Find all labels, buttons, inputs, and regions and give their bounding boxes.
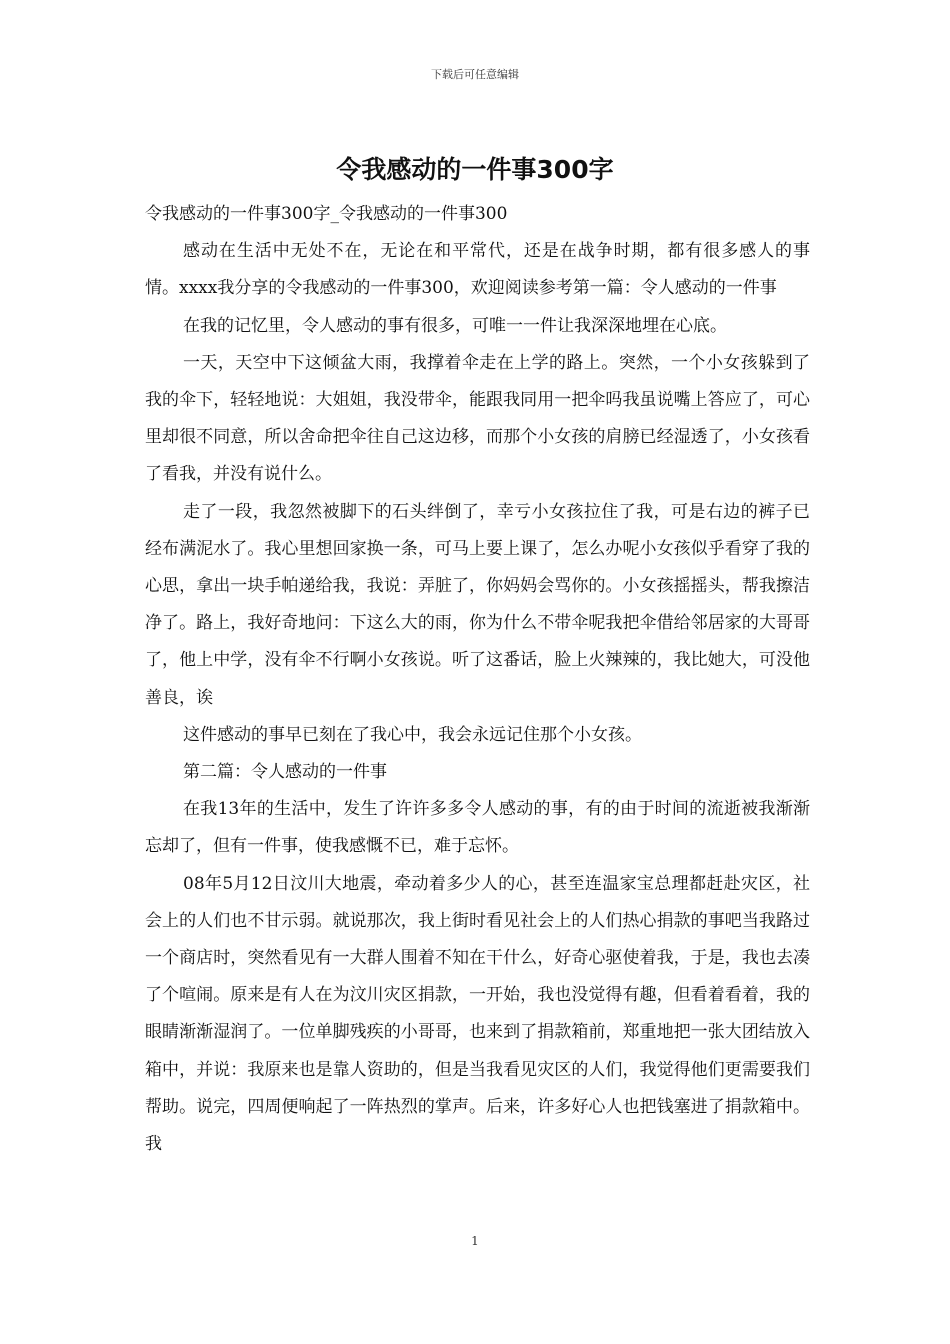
paragraph: 令我感动的一件事300字_令我感动的一件事300 [145, 204, 508, 224]
document-title: 令我感动的一件事300字 [336, 155, 614, 184]
paragraph: 在我13年的生活中，发生了许许多多令人感动的事，有的由于时间的流逝被我渐渐忘却了，但有一件事，使我感慨不已，难于忘怀。 [145, 799, 810, 857]
header-note: 下载后可任意编辑 [431, 68, 519, 81]
document-body [145, 196, 810, 1163]
paragraph: 感动在生活中无处不在，无论在和平常代，还是在战争时期，都有很多感人的事情。xxxx我分享的令我感动的一件事300，欢迎阅读参考第一篇：令人感动的一件事 [145, 241, 810, 299]
paragraph: 一天，天空中下这倾盆大雨，我撑着伞走在上学的路上。突然，一个小女孩躲到了我的伞下，轻轻地说：大姐姐，我没带伞，能跟我同用一把伞吗我虽说嘴上答应了，可心里却很不同意，所以舍命把伞往自己这边移，而那个小女孩的肩膀已经湿透了，小女孩看了看我，并没有说什么。 [145, 352, 810, 485]
paragraph: 08年5月12日汶川大地震，牵动着多少人的心，甚至连温家宝总理都赶赴灾区，社会上的人们也不甘示弱。就说那次，我上街时看见社会上的人们热心捐款的事吧当我路过一个商店时，突然看见有一大群人围着不知在干什么，好奇心驱使着我，于是，我也去凑了个喧闹。原来是有人在为汶川灾区捐款，一开始，我也没觉得有趣，但看着看着，我的眼睛渐渐湿润了。一位单脚残疾的小哥哥，也来到了捐款箱前，郑重地把一张大团结放入箱中，并说：我原来也是靠人资助的，但是当我看见灾区的人们，我觉得他们更需要我们帮助。说完，四周便响起了一阵热烈的掌声。后来，许多好心人也把钱塞进了捐款箱中。我 [145, 873, 810, 1155]
paragraph: 这件感动的事早已刻在了我心中，我会永远记住那个小女孩。 [183, 724, 642, 745]
page-number: 1 [471, 1234, 479, 1248]
paragraph: 第二篇：令人感动的一件事 [183, 762, 387, 783]
paragraph: 走了一段，我忽然被脚下的石头绊倒了，幸亏小女孩拉住了我，可是右边的裤子已经布满泥水了。我心里想回家换一条，可马上要上课了，怎么办呢小女孩似乎看穿了我的心思，拿出一块手帕递给我，我说：弄脏了，你妈妈会骂你的。小女孩摇摇头，帮我擦洁净了。路上，我好奇地问：下这么大的雨，你为什么不带伞呢我把伞借给邻居家的大哥哥了，他上中学，没有伞不行啊小女孩说。听了这番话，脸上火辣辣的，我比她大，可没他善良，诶 [145, 501, 810, 708]
paragraph: 在我的记忆里，令人感动的事有很多，可唯一一件让我深深地埋在心底。 [183, 315, 727, 336]
